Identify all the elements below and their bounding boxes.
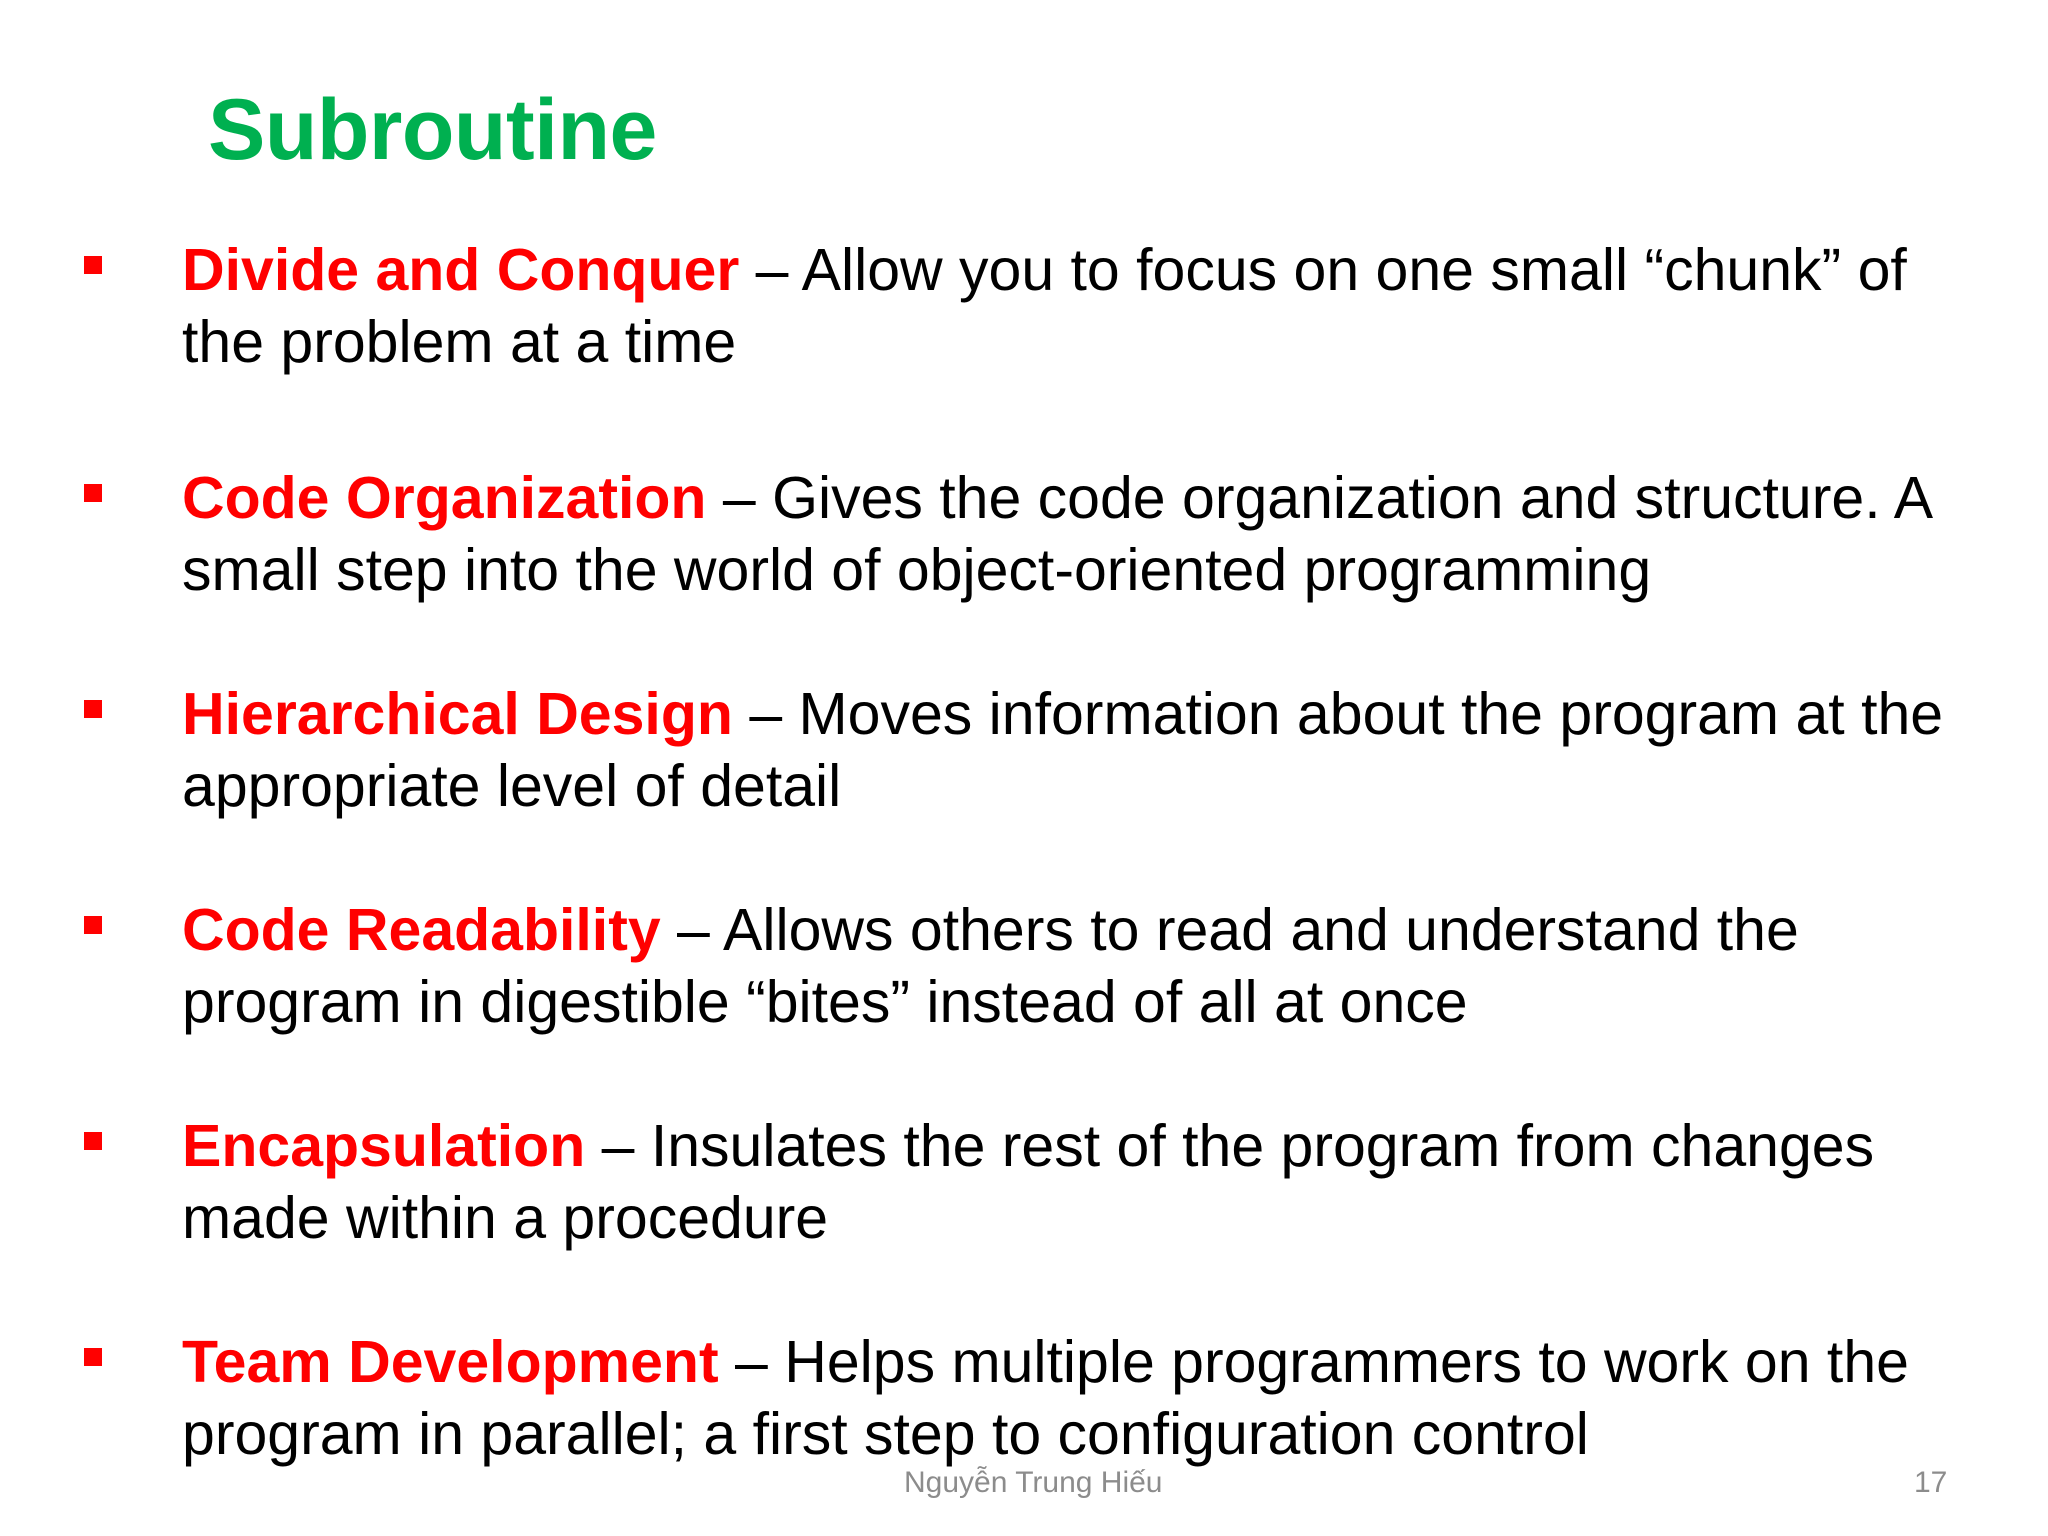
bullet-item: [0, 1110, 2048, 1260]
bullet-term: Hierarchical Design: [182, 681, 733, 747]
bullet-term: Divide and Conquer: [182, 237, 740, 303]
bullet-description: – Allow you to focus on one small “chunk” of the problem at a time: [182, 237, 1907, 375]
bullet-description: – Helps multiple programmers to work on the program in parallel; a first step to configuration control: [182, 1329, 1909, 1467]
bullet-description: – Allows others to read and understand the program in digestible “bites” instead of all at once: [182, 897, 1799, 1035]
square-bullet-icon: [84, 484, 102, 502]
square-bullet-icon: [84, 1132, 102, 1150]
bullet-text: [182, 1110, 1972, 1254]
square-bullet-icon: [84, 700, 102, 718]
page-number: 17: [1914, 1466, 1948, 1499]
bullet-item: [0, 1326, 2048, 1476]
bullet-text: [182, 234, 1972, 378]
square-bullet-icon: [84, 916, 102, 934]
bullet-item: [0, 894, 2048, 1044]
bullet-term: Encapsulation: [182, 1113, 586, 1179]
bullet-description: – Insulates the rest of the program from changes made within a procedure: [182, 1113, 1875, 1251]
slide-title: Subroutine: [208, 82, 657, 178]
bullet-term: Code Organization: [182, 465, 707, 531]
square-bullet-icon: [84, 1348, 102, 1366]
bullet-description: – Gives the code organization and structure. A small step into the world of object-oriented programming: [182, 465, 1930, 603]
bullet-text: [182, 462, 1972, 606]
square-bullet-icon: [84, 256, 102, 274]
bullet-term: Code Readability: [182, 897, 661, 963]
bullet-term: Team Development: [182, 1329, 719, 1395]
bullet-item: [0, 462, 2048, 612]
bullet-description: – Moves information about the program at the appropriate level of detail: [182, 681, 1944, 819]
bullet-text: [182, 678, 1972, 822]
footer-author: Nguyễn Trung Hiếu: [904, 1466, 1163, 1499]
bullet-item: [0, 234, 2048, 384]
bullet-text: [182, 894, 1972, 1038]
bullet-text: [182, 1326, 1972, 1470]
bullet-item: [0, 678, 2048, 828]
